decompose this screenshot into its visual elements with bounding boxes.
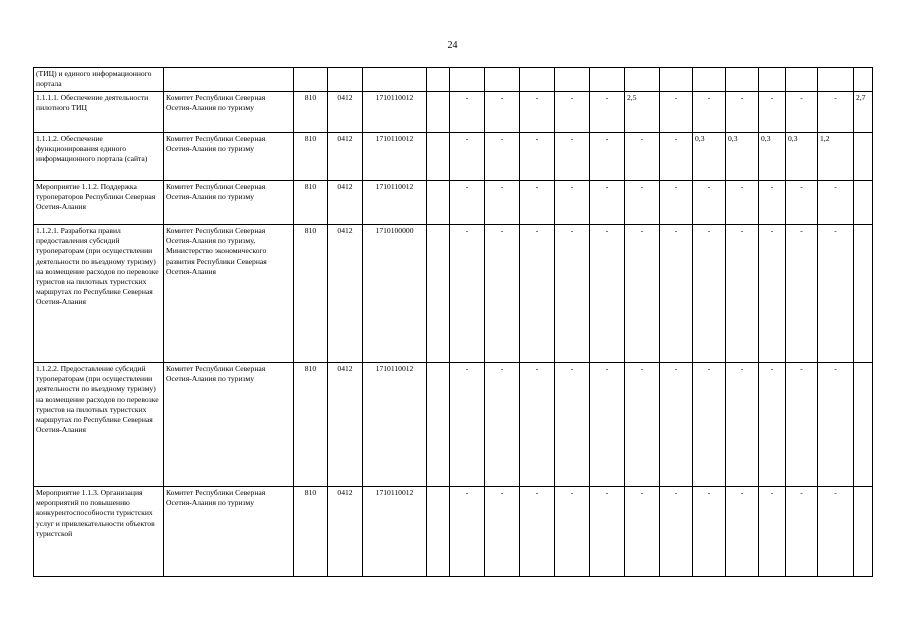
rzpr-cell: 0412 (328, 363, 363, 487)
value-cell: - (625, 133, 660, 181)
executor-cell: Комитет Республики Северная Осетия-Алания по туризму (164, 181, 294, 225)
value-cell (854, 487, 873, 577)
value-cell: - (818, 181, 854, 225)
value-cell: 0,3 (693, 133, 726, 181)
value-cell: - (726, 225, 759, 363)
table-row (34, 92, 873, 133)
value-cell: - (625, 487, 660, 577)
value-cell: 2,5 (625, 92, 660, 133)
vr-cell (427, 181, 450, 225)
value-cell (693, 68, 726, 92)
grbs-cell: 810 (294, 487, 328, 577)
value-cell (450, 68, 485, 92)
value-cell: - (485, 363, 520, 487)
csr-cell: 1710110012 (363, 181, 427, 225)
measure-name-cell: (ТИЦ) и единого информационного портала (34, 68, 164, 92)
table-row (34, 363, 873, 487)
executor-cell: Комитет Республики Северная Осетия-Алания по туризму (164, 133, 294, 181)
value-cell: - (485, 92, 520, 133)
value-cell: - (590, 133, 625, 181)
measure-name-cell: 1.1.1.2. Обеспечение функционирования единого информационного портала (сайта) (34, 133, 164, 181)
csr-cell: 1710100000 (363, 225, 427, 363)
rzpr-cell: 0412 (328, 487, 363, 577)
value-cell: - (786, 487, 818, 577)
value-cell: - (818, 92, 854, 133)
value-cell (555, 68, 590, 92)
value-cell: - (450, 92, 485, 133)
rzpr-cell: 0412 (328, 133, 363, 181)
vr-cell (427, 487, 450, 577)
executor-cell: Комитет Республики Северная Осетия-Алания по туризму (164, 363, 294, 487)
value-cell: - (520, 363, 555, 487)
value-cell: - (520, 487, 555, 577)
value-cell (818, 68, 854, 92)
value-cell: - (450, 181, 485, 225)
value-cell: - (726, 363, 759, 487)
value-cell: - (485, 181, 520, 225)
value-cell (854, 68, 873, 92)
executor-cell: Комитет Республики Северная Осетия-Алания по туризму (164, 487, 294, 577)
value-cell: - (786, 363, 818, 487)
budget-table (33, 67, 873, 577)
rzpr-cell: 0412 (328, 225, 363, 363)
value-cell: - (450, 487, 485, 577)
value-cell: - (759, 181, 786, 225)
grbs-cell (294, 68, 328, 92)
value-cell: - (726, 181, 759, 225)
value-cell: 2,7 (854, 92, 873, 133)
value-cell: - (693, 363, 726, 487)
value-cell: - (693, 181, 726, 225)
value-cell: - (520, 181, 555, 225)
value-cell: - (520, 225, 555, 363)
table-row (34, 487, 873, 577)
grbs-cell: 810 (294, 225, 328, 363)
value-cell: - (786, 181, 818, 225)
value-cell: - (660, 363, 693, 487)
value-cell (759, 68, 786, 92)
page-number: 24 (447, 40, 458, 51)
value-cell (786, 68, 818, 92)
value-cell: - (786, 92, 818, 133)
value-cell: - (450, 133, 485, 181)
value-cell (520, 68, 555, 92)
value-cell: - (590, 225, 625, 363)
csr-cell (363, 68, 427, 92)
table-row (34, 68, 873, 92)
table-row (34, 181, 873, 225)
csr-cell: 1710110012 (363, 133, 427, 181)
measure-name-cell: Мероприятие 1.1.2. Поддержка туроператоров Республики Северная Осетия-Алания (34, 181, 164, 225)
value-cell (854, 133, 873, 181)
rzpr-cell: 0412 (328, 181, 363, 225)
value-cell: - (660, 181, 693, 225)
value-cell (485, 68, 520, 92)
table-row (34, 133, 873, 181)
value-cell (854, 225, 873, 363)
value-cell: - (726, 92, 759, 133)
csr-cell: 1710110012 (363, 363, 427, 487)
value-cell (660, 68, 693, 92)
executor-cell: Комитет Республики Северная Осетия-Алания по туризму, Министерство экономического развития Республики Северная Осетия-Алания (164, 225, 294, 363)
value-cell: - (693, 225, 726, 363)
value-cell (590, 68, 625, 92)
value-cell: 0,3 (726, 133, 759, 181)
value-cell: - (818, 487, 854, 577)
value-cell: - (693, 487, 726, 577)
value-cell: - (726, 487, 759, 577)
csr-cell: 1710110012 (363, 487, 427, 577)
csr-cell: 1710110012 (363, 92, 427, 133)
vr-cell (427, 133, 450, 181)
measure-name-cell: 1.1.2.2. Предоставление субсидий туроператорам (при осуществлении деятельности по въездному туризму) на возмещение расходов по перевозке туристов на пилотных туристских маршрутах по Республике Северная Осетия-Алания (34, 363, 164, 487)
value-cell: - (450, 225, 485, 363)
value-cell: - (693, 92, 726, 133)
value-cell: - (818, 225, 854, 363)
vr-cell (427, 363, 450, 487)
executor-cell (164, 68, 294, 92)
grbs-cell: 810 (294, 92, 328, 133)
value-cell: - (555, 225, 590, 363)
value-cell: - (555, 363, 590, 487)
value-cell: - (759, 225, 786, 363)
measure-name-cell: Мероприятие 1.1.3. Организация мероприятий по повышению конкурентоспособности туристских услуг и привлекательности объектов туристской (34, 487, 164, 577)
value-cell: - (660, 225, 693, 363)
value-cell: - (818, 363, 854, 487)
value-cell (625, 68, 660, 92)
value-cell: - (660, 487, 693, 577)
value-cell: - (555, 487, 590, 577)
rzpr-cell: 0412 (328, 92, 363, 133)
value-cell: - (625, 181, 660, 225)
value-cell: - (759, 487, 786, 577)
grbs-cell: 810 (294, 181, 328, 225)
table-row (34, 225, 873, 363)
value-cell: - (590, 181, 625, 225)
measure-name-cell: 1.1.2.1. Разработка правил предоставления субсидий туроператорам (при осуществлении деятельности по въездному туризму) на возмещение расходов по перевозке туристов на пилотных туристских маршрутах по Республике Северная Осетия-Алания (34, 225, 164, 363)
value-cell: - (520, 133, 555, 181)
value-cell: - (660, 133, 693, 181)
vr-cell (427, 68, 450, 92)
value-cell: 0,3 (786, 133, 818, 181)
executor-cell: Комитет Республики Северная Осетия-Алания по туризму (164, 92, 294, 133)
value-cell: - (450, 363, 485, 487)
value-cell (854, 181, 873, 225)
vr-cell (427, 92, 450, 133)
value-cell: - (759, 92, 786, 133)
value-cell: - (555, 92, 590, 133)
rzpr-cell (328, 68, 363, 92)
value-cell: - (759, 363, 786, 487)
value-cell: - (485, 133, 520, 181)
value-cell (854, 363, 873, 487)
value-cell: - (590, 363, 625, 487)
value-cell: - (625, 225, 660, 363)
value-cell: 1,2 (818, 133, 854, 181)
value-cell: - (520, 92, 555, 133)
value-cell (726, 68, 759, 92)
value-cell: - (485, 225, 520, 363)
value-cell: - (485, 487, 520, 577)
value-cell: - (590, 487, 625, 577)
value-cell: - (555, 133, 590, 181)
value-cell: - (625, 363, 660, 487)
measure-name-cell: 1.1.1.1. Обеспечение деятельности пилотного ТИЦ (34, 92, 164, 133)
grbs-cell: 810 (294, 133, 328, 181)
value-cell: - (660, 92, 693, 133)
value-cell: - (555, 181, 590, 225)
value-cell: - (786, 225, 818, 363)
value-cell: 0,3 (759, 133, 786, 181)
value-cell: - (590, 92, 625, 133)
grbs-cell: 810 (294, 363, 328, 487)
vr-cell (427, 225, 450, 363)
